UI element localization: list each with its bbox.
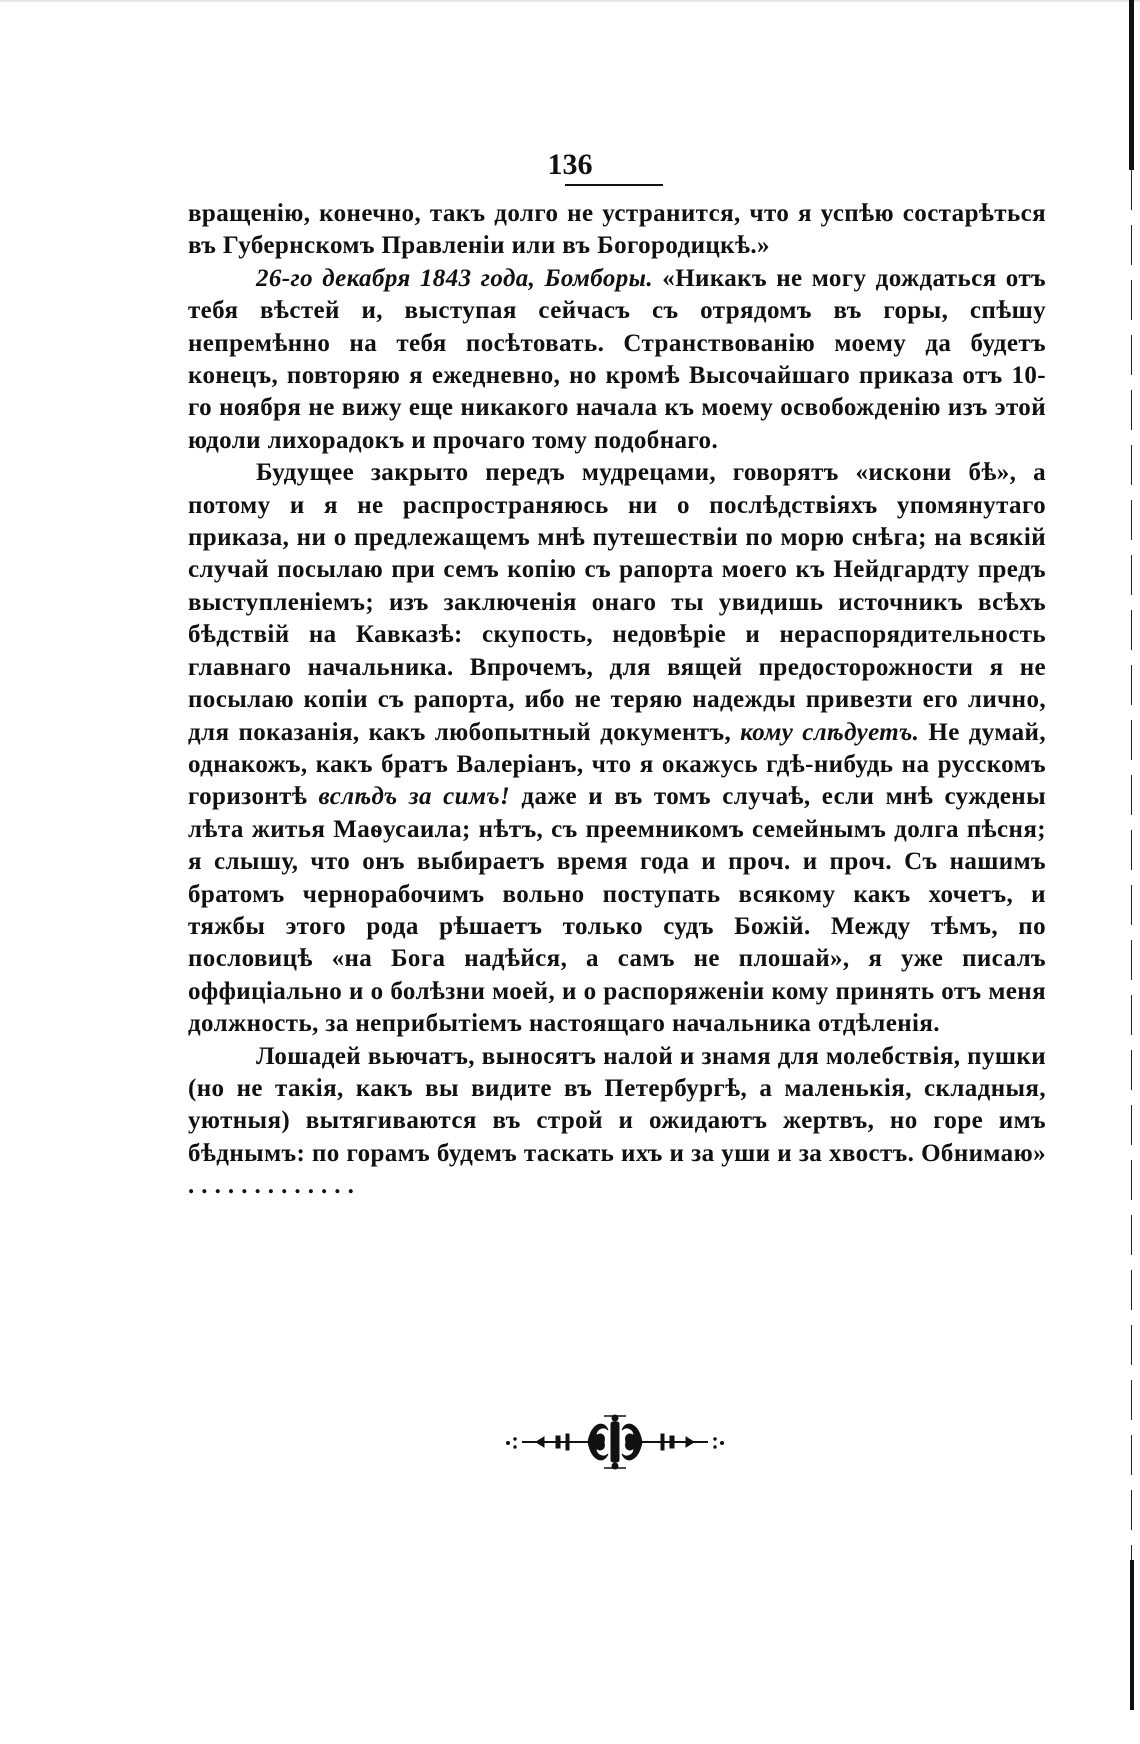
scan-edge-right-line bbox=[1131, 170, 1132, 1560]
text-run: даже и въ томъ случаѣ, если мнѣ суждены лѣта житья Маѳусаила; нѣтъ, съ преемникомъ семейнымъ долга пѣсня; я слышу, что онъ выбираетъ время года и проч. и проч. Съ нашимъ братомъ чернорабочимъ вольно поступать всякому какъ хочетъ, и тяжбы этого рода рѣшаетъ только судъ Божій. Между тѣмъ, по пословицѣ «на Бога надѣйся, а самъ не плошай», я уже писалъ оффиціально и о болѣзни моей, и о распоряженіи кому принять отъ меня должность, за неприбытіемъ настоящаго начальника отдѣленія. bbox=[188, 783, 1047, 1038]
scan-edge-top bbox=[0, 0, 1140, 3]
printers-ornament-vignette-icon bbox=[500, 1412, 730, 1472]
paragraph-3 bbox=[188, 457, 1046, 1040]
page-number: 136 bbox=[547, 148, 593, 181]
scan-edge-right-lower bbox=[1130, 1560, 1134, 1710]
paragraph-1 bbox=[188, 198, 1046, 263]
text-run: вращенію, конечно, такъ долго не устранится, что я успѣю состарѣться въ Губернскомъ Правленіи или въ Богородицкѣ.» bbox=[188, 200, 1046, 260]
text-run: Не думай, однакожъ, какъ братъ Валеріанъ, что я окажусь гдѣ-нибудь на русскомъ горизонтѣ bbox=[188, 718, 1046, 811]
text-run: Будущее закрыто передъ мудрецами, говорятъ «искони бѣ», а потому и я не распространяюсь ни о послѣдствіяхъ упомянутаго приказа, ни о предлежащемъ мнѣ путешествіи по морю снѣга; на всякій случай посылаю при семъ копію съ рапорта моего къ Нейдгардту предъ выступленіемъ; изъ заключенія онаго ты увидишь источникъ всѣхъ бѣдствій на Кавказѣ: скупость, недовѣріе и нераспорядительность главнаго начальника. Впрочемъ, для вящей предосторожности я не посылаю копіи съ рапорта, ибо не теряю надежды привезти его лично, для показанія, какъ любопытный документъ, bbox=[188, 459, 1046, 746]
page-number-rule bbox=[565, 184, 663, 186]
dateline: 26-го декабря 1843 года, Бомборы. bbox=[256, 264, 654, 292]
italic-run: кому слѣдуетъ. bbox=[740, 718, 920, 746]
italic-run: вслѣдъ за симъ! bbox=[318, 783, 511, 811]
body-text bbox=[188, 198, 1046, 1203]
scan-edge-right bbox=[1129, 0, 1134, 170]
text-run: Лошадей вьючатъ, выносятъ налой и знамя для молебствія, пушки (но не такія, какъ вы видите въ Петербургѣ, а маленькія, складныя, уютныя) вытягиваются въ строй и ожидаютъ жертвъ, но горе имъ бѣднымъ: по горамъ будемъ таскать ихъ и за уши и за хвостъ. Обнимаю» . . . . . . . . . . . . . bbox=[188, 1042, 1046, 1200]
text-run: «Никакъ не могу дождаться отъ тебя вѣстей и, выступая сейчасъ съ отрядомъ въ горы, спѣшу непремѣнно на тебя посѣтовать. Странствованію моему да будетъ конецъ, повторяю я ежедневно, но кромѣ Высочайшаго приказа отъ 10-го ноября не вижу еще никакого начала къ моему освобожденію изъ этой юдоли лихорадокъ и прочаго тому подобнаго. bbox=[188, 264, 1046, 454]
paragraph-4 bbox=[188, 1041, 1046, 1203]
paragraph-2 bbox=[188, 263, 1046, 457]
